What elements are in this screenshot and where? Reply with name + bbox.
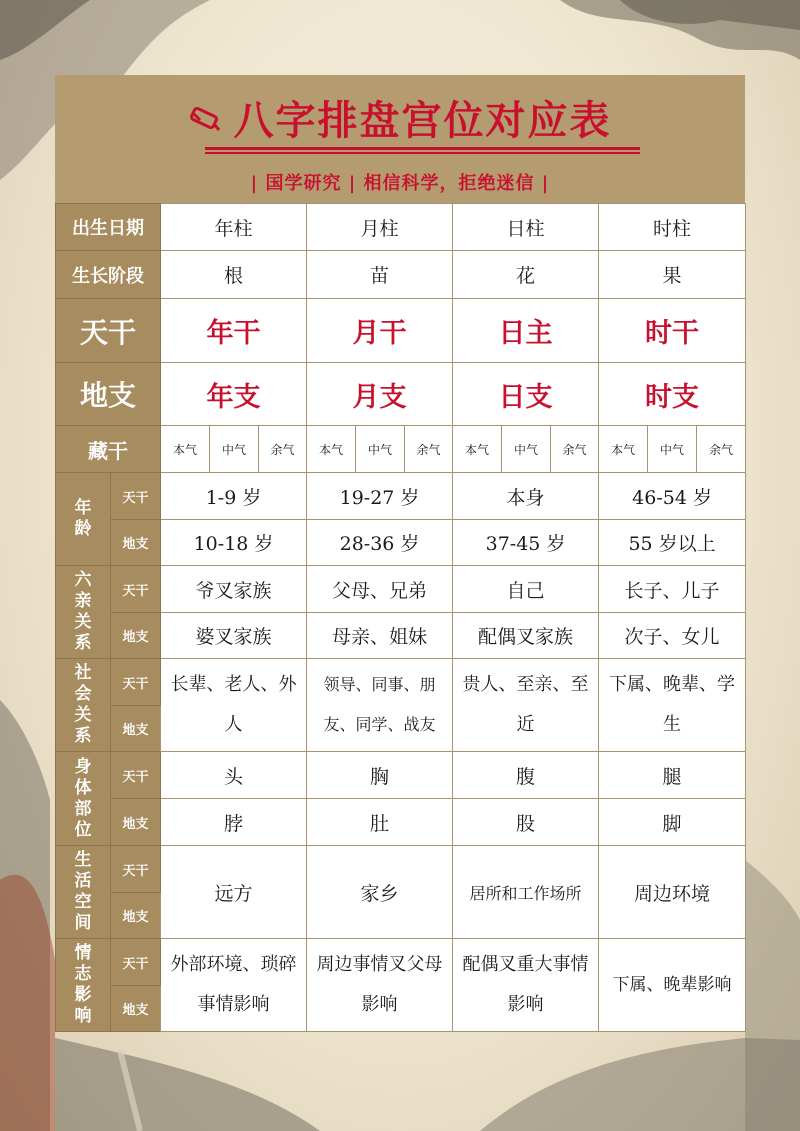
row-label-social: 社会关系 bbox=[56, 659, 111, 752]
cell-hour-yuqi: 余气 bbox=[697, 426, 746, 473]
cell-hour-zhongqi: 中气 bbox=[648, 426, 697, 473]
cell-liuqin-month: 父母、兄弟 bbox=[307, 566, 453, 613]
page-subtitle: | 国学研究 | 相信科学，拒绝迷信 | bbox=[250, 173, 550, 194]
cell-social-hour: 下属、晚辈、学生 bbox=[599, 659, 746, 752]
cell-year-pillar: 年柱 bbox=[161, 204, 307, 251]
cell-emotion-year: 外部环境、琐碎事情影响 bbox=[161, 939, 307, 1032]
cell-month-zhongqi: 中气 bbox=[356, 426, 405, 473]
cell-month-branch: 月支 bbox=[307, 363, 453, 426]
cell-age-hour: 46-54 岁 bbox=[599, 473, 746, 520]
cell-age-month: 19-27 岁 bbox=[307, 473, 453, 520]
sub-label-tiangan: 天干 bbox=[111, 566, 161, 613]
row-space-tiangan bbox=[56, 846, 746, 893]
row-liuqin-tiangan bbox=[56, 566, 746, 613]
cell-emotion-day: 配偶叉重大事情影响 bbox=[453, 939, 599, 1032]
cell-year-branch: 年支 bbox=[161, 363, 307, 426]
cell-month-benqi: 本气 bbox=[307, 426, 356, 473]
sub-label-dizhi: 地支 bbox=[111, 799, 161, 846]
cell-hour-stem: 时干 bbox=[599, 299, 746, 363]
cell-social-year: 长辈、老人、外人 bbox=[161, 659, 307, 752]
cell-body-hour-branch: 脚 bbox=[599, 799, 746, 846]
title-underline bbox=[205, 147, 640, 155]
row-label-tiangan: 天干 bbox=[56, 299, 161, 363]
cell-age-hour-branch: 55 岁以上 bbox=[599, 520, 746, 566]
row-body-tiangan bbox=[56, 752, 746, 799]
cell-month-yuqi: 余气 bbox=[405, 426, 453, 473]
row-label-stage: 生长阶段 bbox=[56, 251, 161, 299]
cell-liuqin-hour-branch: 次子、女儿 bbox=[599, 613, 746, 659]
row-label-space: 生活空间 bbox=[56, 846, 111, 939]
cell-space-month: 家乡 bbox=[307, 846, 453, 939]
cell-stage-root: 根 bbox=[161, 251, 307, 299]
cell-space-hour: 周边环境 bbox=[599, 846, 746, 939]
cell-day-pillar: 日柱 bbox=[453, 204, 599, 251]
sub-label-dizhi: 地支 bbox=[111, 520, 161, 566]
bazi-table bbox=[55, 203, 746, 1032]
row-dizhi bbox=[56, 363, 746, 426]
row-liuqin-dizhi bbox=[56, 613, 746, 659]
cell-month-stem: 月干 bbox=[307, 299, 453, 363]
page-title: 八字排盘宫位对应表 bbox=[233, 97, 612, 144]
cell-month-pillar: 月柱 bbox=[307, 204, 453, 251]
row-canggan bbox=[56, 426, 746, 473]
cell-age-day: 本身 bbox=[453, 473, 599, 520]
row-social-tiangan bbox=[56, 659, 746, 706]
cell-year-benqi: 本气 bbox=[161, 426, 210, 473]
cell-social-month: 领导、同事、朋友、同学、战友 bbox=[307, 659, 453, 752]
cell-liuqin-hour: 长子、儿子 bbox=[599, 566, 746, 613]
cell-hour-branch: 时支 bbox=[599, 363, 746, 426]
row-label-body: 身体部位 bbox=[56, 752, 111, 846]
sub-label-dizhi: 地支 bbox=[111, 893, 161, 939]
cell-hour-benqi: 本气 bbox=[599, 426, 648, 473]
row-birth bbox=[56, 204, 746, 251]
cell-year-stem: 年干 bbox=[161, 299, 307, 363]
row-tiangan bbox=[56, 299, 746, 363]
cell-liuqin-year: 爷叉家族 bbox=[161, 566, 307, 613]
cell-age-month-branch: 28-36 岁 bbox=[307, 520, 453, 566]
cell-liuqin-year-branch: 婆叉家族 bbox=[161, 613, 307, 659]
row-stage bbox=[56, 251, 746, 299]
cell-year-yuqi: 余气 bbox=[259, 426, 307, 473]
cell-day-zhongqi: 中气 bbox=[502, 426, 551, 473]
cell-liuqin-day: 自己 bbox=[453, 566, 599, 613]
cell-body-day-branch: 股 bbox=[453, 799, 599, 846]
row-emotion-tiangan bbox=[56, 939, 746, 986]
sub-label-tiangan: 天干 bbox=[111, 659, 161, 706]
cell-body-month-branch: 肚 bbox=[307, 799, 453, 846]
row-label-birth: 出生日期 bbox=[56, 204, 161, 251]
sub-label-tiangan: 天干 bbox=[111, 939, 161, 986]
sub-label-dizhi: 地支 bbox=[111, 706, 161, 752]
cell-day-yuqi: 余气 bbox=[551, 426, 599, 473]
bazi-table-sheet bbox=[55, 75, 745, 1038]
row-body-dizhi bbox=[56, 799, 746, 846]
cell-stage-flower: 花 bbox=[453, 251, 599, 299]
cell-body-year-branch: 脖 bbox=[161, 799, 307, 846]
brush-pen-icon bbox=[188, 104, 222, 138]
cell-hour-pillar: 时柱 bbox=[599, 204, 746, 251]
sub-label-dizhi: 地支 bbox=[111, 986, 161, 1032]
cell-space-year: 远方 bbox=[161, 846, 307, 939]
cell-day-master: 日主 bbox=[453, 299, 599, 363]
sub-label-tiangan: 天干 bbox=[111, 846, 161, 893]
row-age-tiangan bbox=[56, 473, 746, 520]
cell-day-benqi: 本气 bbox=[453, 426, 502, 473]
sub-label-dizhi: 地支 bbox=[111, 613, 161, 659]
cell-stage-fruit: 果 bbox=[599, 251, 746, 299]
cell-age-year: 1-9 岁 bbox=[161, 473, 307, 520]
cell-stage-sprout: 苗 bbox=[307, 251, 453, 299]
row-label-canggan: 藏干 bbox=[56, 426, 161, 473]
cell-body-year: 头 bbox=[161, 752, 307, 799]
cell-liuqin-day-branch: 配偶叉家族 bbox=[453, 613, 599, 659]
row-label-age: 年龄 bbox=[56, 473, 111, 566]
header-panel bbox=[55, 75, 745, 203]
cell-liuqin-month-branch: 母亲、姐妹 bbox=[307, 613, 453, 659]
cell-emotion-month: 周边事情叉父母影响 bbox=[307, 939, 453, 1032]
row-label-emotion: 情志影响 bbox=[56, 939, 111, 1032]
cell-age-year-branch: 10-18 岁 bbox=[161, 520, 307, 566]
cell-body-hour: 腿 bbox=[599, 752, 746, 799]
cell-body-day: 腹 bbox=[453, 752, 599, 799]
cell-day-branch: 日支 bbox=[453, 363, 599, 426]
cell-year-zhongqi: 中气 bbox=[210, 426, 259, 473]
sub-label-tiangan: 天干 bbox=[111, 752, 161, 799]
cell-emotion-hour: 下属、晚辈影响 bbox=[599, 939, 746, 1032]
sub-label-tiangan: 天干 bbox=[111, 473, 161, 520]
cell-age-day-branch: 37-45 岁 bbox=[453, 520, 599, 566]
cell-space-day: 居所和工作场所 bbox=[453, 846, 599, 939]
cell-body-month: 胸 bbox=[307, 752, 453, 799]
row-label-dizhi: 地支 bbox=[56, 363, 161, 426]
row-label-liuqin: 六亲关系 bbox=[56, 566, 111, 659]
cell-social-day: 贵人、至亲、至近 bbox=[453, 659, 599, 752]
row-age-dizhi bbox=[56, 520, 746, 566]
